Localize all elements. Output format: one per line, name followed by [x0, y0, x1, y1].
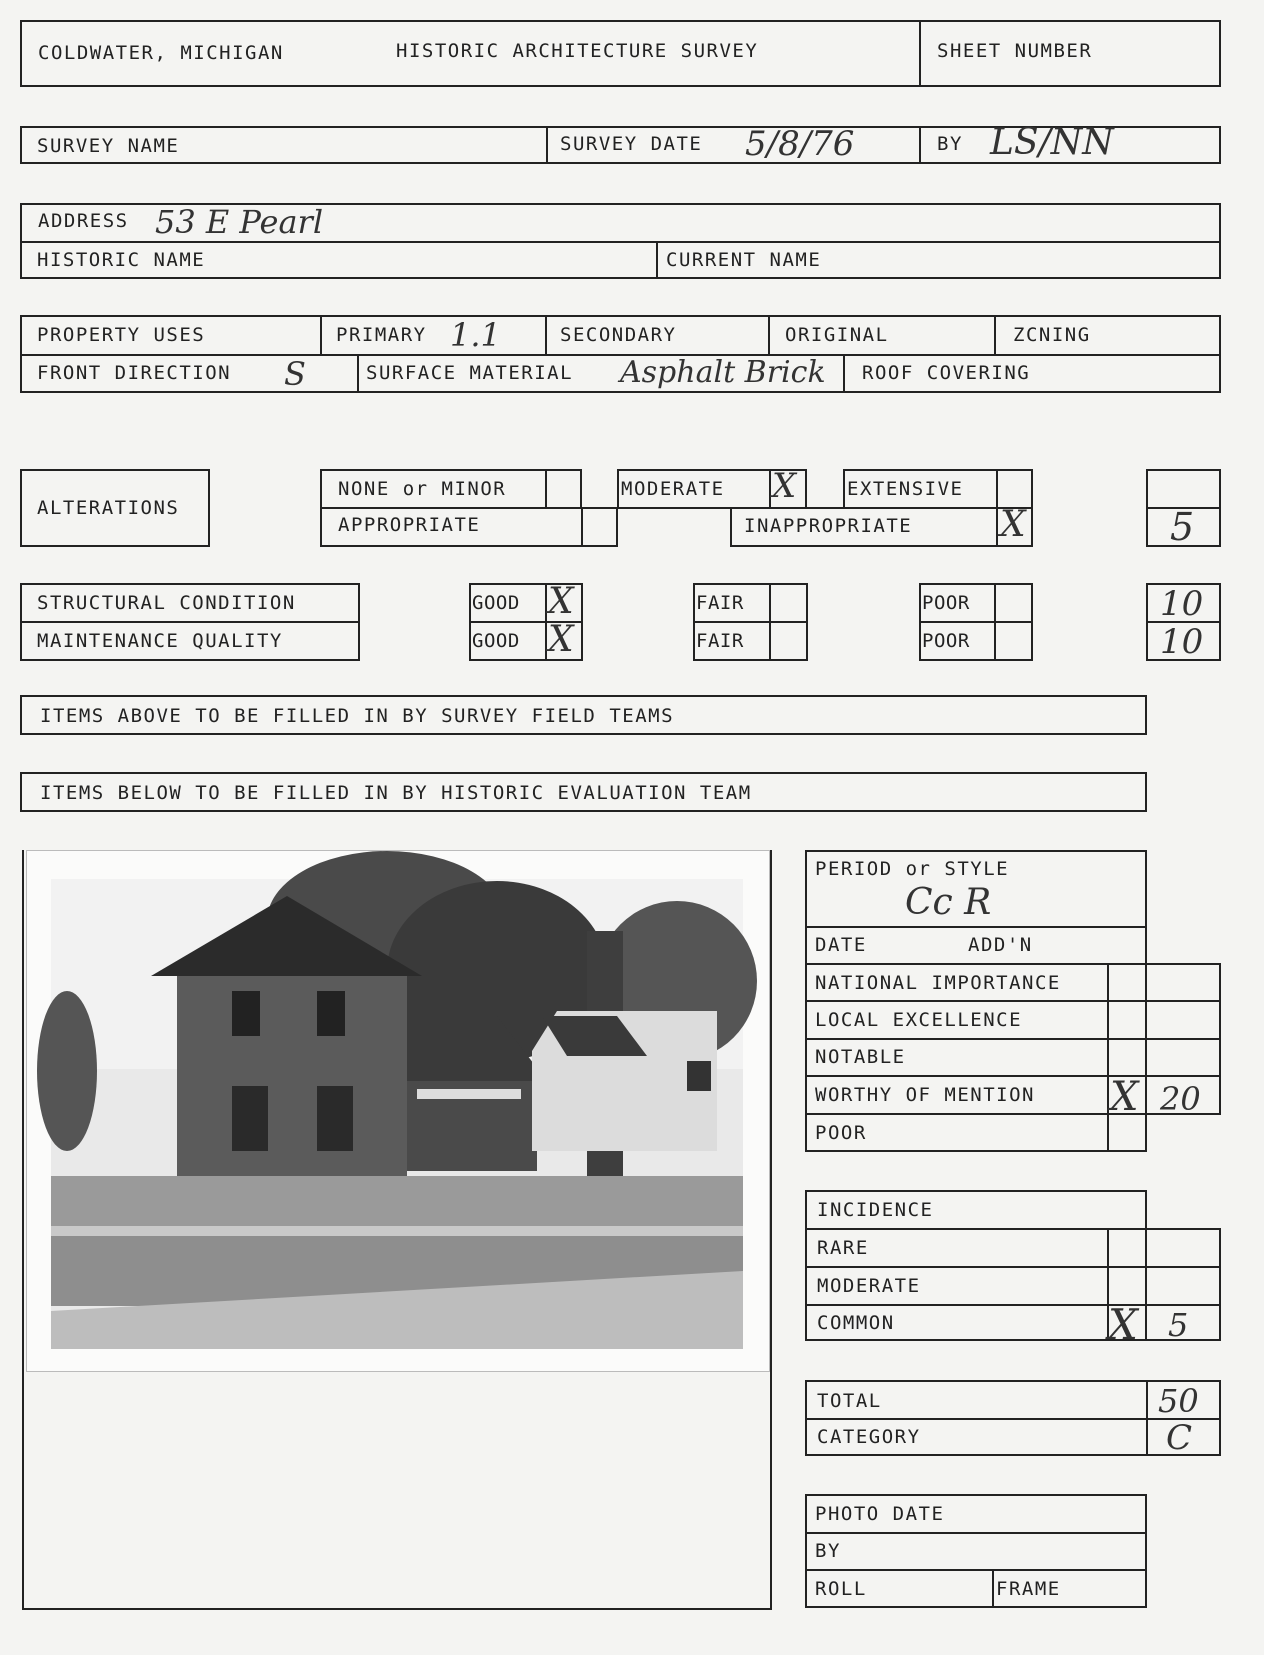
survey-name-label: SURVEY NAME	[37, 135, 180, 157]
none-minor-check-div	[545, 469, 547, 509]
photo-date-label: PHOTO DATE	[815, 1503, 945, 1525]
alterations-score: 5	[1170, 505, 1195, 549]
building-photo	[26, 850, 770, 1372]
common-label: COMMON	[817, 1312, 895, 1334]
worthy-score: 20	[1160, 1080, 1201, 1118]
worthy-mark: X	[1110, 1074, 1139, 1120]
eval-div-local	[805, 1038, 1221, 1040]
maintenance-score: 10	[1160, 622, 1204, 662]
address-value: 53 E Pearl	[155, 203, 324, 241]
eval-check-div	[1107, 963, 1109, 1152]
moderate-check-div	[769, 469, 771, 509]
survey-divider-2	[919, 126, 921, 164]
national-importance-label: NATIONAL IMPORTANCE	[815, 972, 1061, 994]
above-note: ITEMS ABOVE TO BE FILLED IN BY SURVEY FIELD TEAMS	[40, 705, 675, 727]
inc-div-2	[805, 1266, 1221, 1268]
surface-material-label: SURFACE MATERIAL	[366, 362, 574, 384]
poor-check-div	[994, 583, 996, 661]
historic-name-label: HISTORIC NAME	[37, 249, 206, 271]
notable-label: NOTABLE	[815, 1046, 906, 1068]
frame-label: FRAME	[996, 1578, 1061, 1600]
category-value: C	[1166, 1418, 1193, 1458]
house-photo-image	[27, 851, 769, 1371]
good-label-1: GOOD	[472, 592, 520, 614]
moderate-label: MODERATE	[621, 478, 725, 500]
survey-date-value: 5/8/76	[745, 124, 855, 164]
maintenance-quality-label: MAINTENANCE QUALITY	[37, 630, 283, 652]
photo-frame-bottom	[22, 1608, 772, 1610]
below-note: ITEMS BELOW TO BE FILLED IN BY HISTORIC EVALUATION TEAM	[40, 782, 752, 804]
fair-box-div	[693, 621, 808, 623]
sheet-number-label: SHEET NUMBER	[937, 40, 1093, 62]
photo-info-div-2	[805, 1569, 1147, 1571]
none-minor-label: NONE or MINOR	[338, 478, 507, 500]
zoning-label: ZCNING	[1013, 324, 1091, 346]
prop-div-2	[545, 315, 547, 354]
inc-score-right	[1219, 1228, 1221, 1341]
local-excellence-label: LOCAL EXCELLENCE	[815, 1009, 1023, 1031]
extensive-label: EXTENSIVE	[847, 478, 964, 500]
poor-label-1: POOR	[922, 592, 970, 614]
address-divider	[20, 241, 1221, 243]
roof-covering-label: ROOF COVERING	[862, 362, 1031, 384]
extensive-check-div	[996, 469, 998, 509]
survey-title: HISTORIC ARCHITECTURE SURVEY	[396, 40, 759, 62]
eval-poor-label: POOR	[815, 1122, 867, 1144]
poor-box-div	[919, 621, 1033, 623]
inc-div-4	[805, 1339, 1221, 1341]
structural-condition-label: STRUCTURAL CONDITION	[37, 592, 296, 614]
total-value: 50	[1158, 1382, 1199, 1420]
totals-score-div	[1146, 1380, 1148, 1456]
common-score: 5	[1168, 1306, 1189, 1344]
poor-label-2: POOR	[922, 630, 970, 652]
inappropriate-label: INAPPROPRIATE	[744, 515, 913, 537]
fair-label-2: FAIR	[696, 630, 744, 652]
photo-frame-right	[770, 850, 772, 1610]
survey-by-value: LS/NN	[990, 122, 1114, 163]
good-label-2: GOOD	[472, 630, 520, 652]
primary-label: PRIMARY	[336, 324, 427, 346]
roll-label: ROLL	[815, 1578, 867, 1600]
inc-div-1	[805, 1228, 1221, 1230]
moderate-mark: X	[772, 466, 797, 506]
roll-frame-div	[992, 1569, 994, 1608]
prop-div-6	[843, 354, 845, 393]
alterations-label: ALTERATIONS	[37, 497, 180, 519]
prop-div-5	[357, 354, 359, 393]
survey-by-label: BY	[937, 133, 963, 155]
primary-value: 1.1	[450, 316, 501, 354]
front-direction-value: S	[284, 355, 306, 393]
inc-div-3	[805, 1304, 1221, 1306]
fair-label-1: FAIR	[696, 592, 744, 614]
photo-by-label: BY	[815, 1540, 841, 1562]
fair-check-div	[769, 583, 771, 661]
common-mark: X	[1108, 1300, 1138, 1349]
structural-good-mark: X	[548, 581, 574, 622]
eval-score-right	[1219, 963, 1221, 1113]
original-label: ORIGINAL	[785, 324, 889, 346]
prop-div-3	[768, 315, 770, 354]
rare-label: RARE	[817, 1237, 869, 1259]
addn-label: ADD'N	[968, 934, 1033, 956]
eval-div-period	[805, 926, 1147, 928]
current-name-label: CURRENT NAME	[666, 249, 822, 271]
front-direction-label: FRONT DIRECTION	[37, 362, 232, 384]
appropriate-check-div	[581, 507, 583, 547]
photo-info-div-1	[805, 1532, 1147, 1534]
property-uses-label: PROPERTY USES	[37, 324, 206, 346]
maintenance-good-mark: X	[548, 619, 574, 660]
inc-moderate-label: MODERATE	[817, 1275, 921, 1297]
eval-date-label: DATE	[815, 934, 867, 956]
category-label: CATEGORY	[817, 1426, 921, 1448]
prop-div-1	[320, 315, 322, 354]
worthy-label: WORTHY OF MENTION	[815, 1084, 1035, 1106]
good-check-div	[545, 583, 547, 661]
period-style-value: Cc R	[905, 882, 992, 923]
eval-div-date	[805, 963, 1221, 965]
eval-div-national	[805, 1000, 1221, 1002]
survey-divider-1	[546, 126, 548, 164]
total-label: TOTAL	[817, 1390, 882, 1412]
city-label: COLDWATER, MICHIGAN	[38, 42, 284, 64]
condition-label-div	[20, 621, 360, 623]
secondary-label: SECONDARY	[560, 324, 677, 346]
period-style-label: PERIOD or STYLE	[815, 858, 1010, 880]
inappropriate-mark: X	[1000, 504, 1026, 545]
photo-frame-left	[22, 850, 24, 1610]
appropriate-label: APPROPRIATE	[338, 514, 481, 536]
prop-div-4	[994, 315, 996, 354]
eval-div-notable	[805, 1075, 1221, 1077]
header-divider	[919, 20, 921, 87]
inappropriate-check-div	[996, 507, 998, 547]
eval-div-worthy	[805, 1113, 1221, 1115]
incidence-label: INCIDENCE	[817, 1199, 934, 1221]
address-label: ADDRESS	[38, 210, 129, 232]
surface-material-value: Asphalt Brick	[620, 355, 826, 390]
name-divider	[656, 241, 658, 279]
structural-score: 10	[1160, 584, 1204, 624]
survey-date-label: SURVEY DATE	[560, 133, 703, 155]
